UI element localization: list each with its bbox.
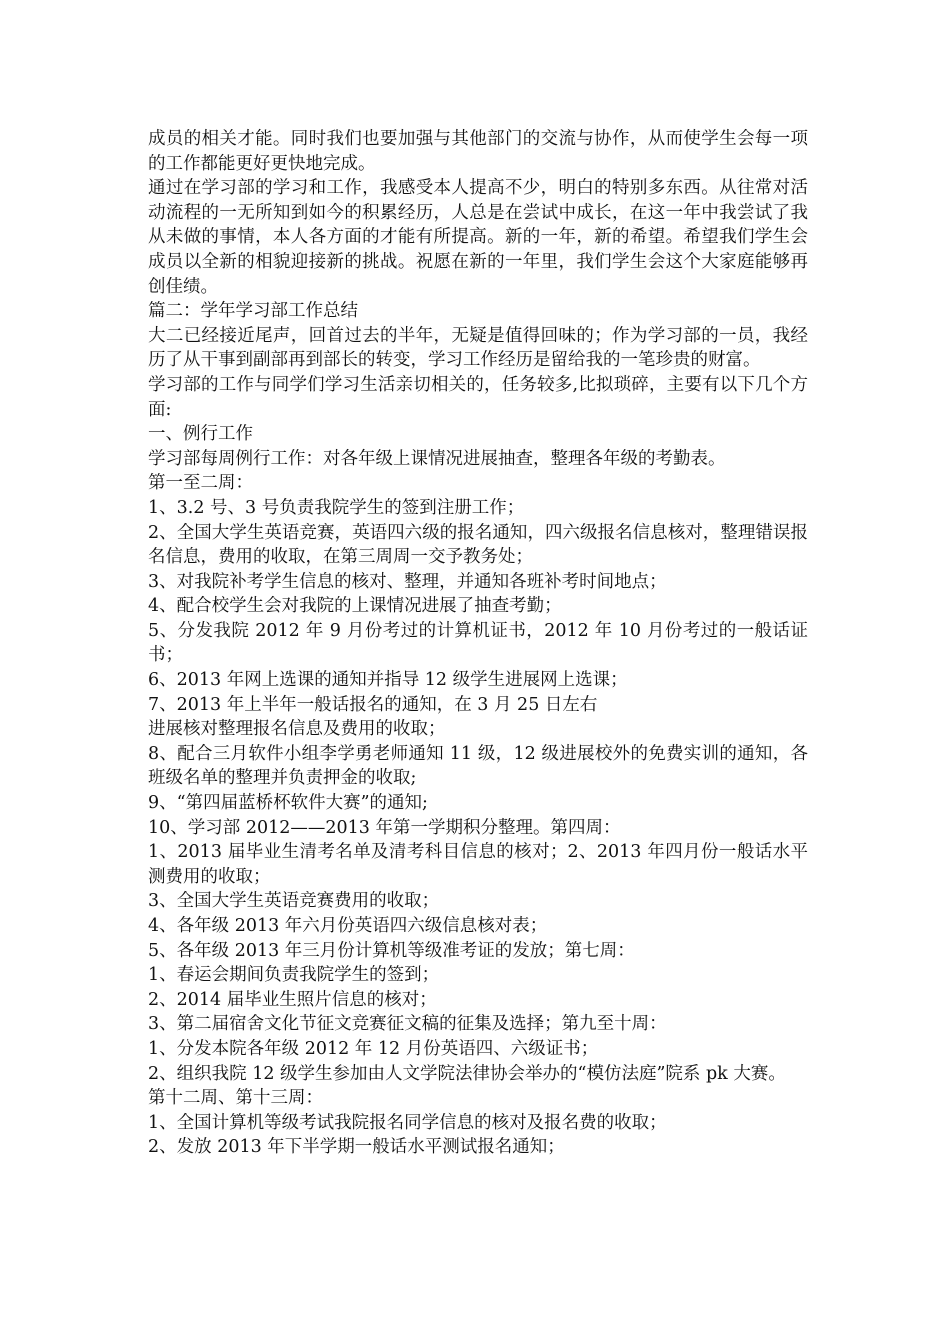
paragraph: 3、第二届宿舍文化节征文竞赛征文稿的征集及选择；第九至十周： xyxy=(148,1014,667,1035)
paragraph: 3、全国大学生英语竞赛费用的收取； xyxy=(148,891,440,912)
paragraph: 2、2014 届毕业生照片信息的核对； xyxy=(148,989,437,1010)
paragraph: 3、对我院补考学生信息的核对、整理，并通知各班补考时间地点； xyxy=(148,571,667,592)
paragraph: 8、配合三月软件小组李学勇老师通知 11 级，12 级进展校外的免费实训的通知，各班级名单的整理并负责押金的收取; xyxy=(148,743,808,789)
paragraph: 4、各年级 2013 年六月份英语四六级信息核对表； xyxy=(148,916,548,936)
paragraph: 1、全国计算机等级考试我院报名同学信息的核对及报名费的收取； xyxy=(148,1112,667,1133)
paragraph: 5、分发我院 2012 年 9 月份考过的计算机证书，2012 年 10 月份考过的一般话证书； xyxy=(148,620,808,666)
paragraph: 1、3.2 号、3 号负责我院学生的签到注册工作； xyxy=(148,497,525,518)
paragraph: 9、“第四届蓝桥杯软件大赛”的通知; xyxy=(148,793,428,814)
paragraph: 第一至二周： xyxy=(148,473,253,494)
paragraph: 5、各年级 2013 年三月份计算机等级准考证的发放；第七周： xyxy=(148,940,635,961)
paragraph: 进展核对整理报名信息及费用的收取； xyxy=(148,719,446,740)
document-body xyxy=(148,127,808,1160)
paragraph: 7、2013 年上半年一般话报名的通知，在 3 月 25 日左右 xyxy=(148,694,598,715)
paragraph: 学习部每周例行工作：对各年级上课情况进展抽查，整理各年级的考勤表。 xyxy=(148,448,726,469)
paragraph: 篇二：学年学习部工作总结 xyxy=(148,301,358,322)
paragraph: 一、例行工作 xyxy=(148,424,253,445)
paragraph: 学习部的工作与同学们学习生活亲切相关的，任务较多,比拟琐碎，主要有以下几个方面: xyxy=(148,374,808,420)
paragraph: 1、分发本院各年级 2012 年 12 月份英语四、六级证书； xyxy=(148,1038,599,1059)
paragraph: 4、配合校学生会对我院的上课情况进展了抽查考勤； xyxy=(148,596,562,617)
paragraph: 通过在学习部的学习和工作，我感受本人提高不少，明白的特别多东西。从往常对活动流程的一无所知到如今的积累经历，人总是在尝试中成长，在这一年中我尝试了我从未做的事情，本人各方面的才能有所提高。新的一年，新的希望。希望我们学生会成员以全新的相貌迎接新的挑战。祝愿在新的一年里，我们学生会这个大家庭能够再创佳绩。 xyxy=(148,178,808,297)
paragraph: 成员的相关才能。同时我们也要加强与其他部门的交流与协作，从而使学生会每一项的工作都能更好更快地完成。 xyxy=(148,129,808,174)
paragraph: 2、发放 2013 年下半学期一般话水平测试报名通知； xyxy=(148,1137,565,1158)
paragraph: 1、春运会期间负责我院学生的签到； xyxy=(148,965,440,986)
paragraph: 2、全国大学生英语竞赛，英语四六级的报名通知，四六级报名信息核对，整理错误报名信息，费用的收取，在第三周周一交予教务处； xyxy=(148,522,808,568)
paragraph: 2、组织我院 12 级学生参加由人文学院法律协会举办的“模仿法庭”院系 pk 大赛。 xyxy=(148,1063,786,1084)
paragraph: 1、2013 届毕业生清考名单及清考科目信息的核对；2、2013 年四月份一般话水平测费用的收取； xyxy=(148,842,808,887)
paragraph: 6、2013 年网上选课的通知并指导 12 级学生进展网上选课； xyxy=(148,670,628,691)
paragraph: 大二已经接近尾声，回首过去的半年，无疑是值得回味的；作为学习部的一员，我经历了从干事到副部再到部长的转变，学习工作经历是留给我的一笔珍贵的财富。 xyxy=(148,325,808,371)
paragraph: 10、学习部 2012——2013 年第一学期积分整理。第四周： xyxy=(148,817,621,838)
paragraph: 第十二周、第十三周： xyxy=(148,1088,323,1109)
